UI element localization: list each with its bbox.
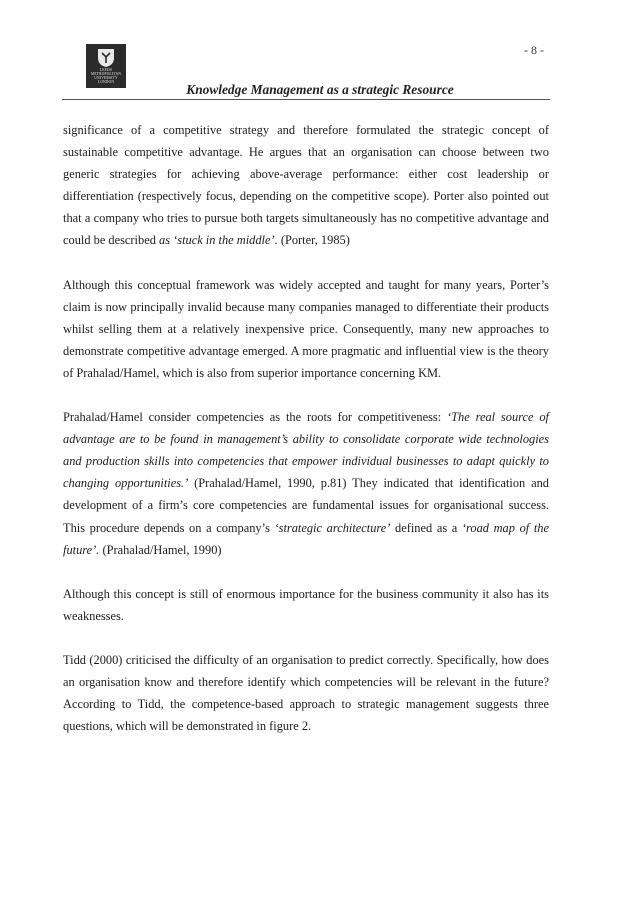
emphasis-quote: ‘strategic architecture’	[274, 520, 391, 535]
paragraph-text: Although this conceptual framework was widely accepted and taught for many years, Porter’s claim is now principally invalid because many companies managed to differentiate their products whilst selling them at a relatively inexpensive price. Consequently, many new approaches to demonstrate competitive advantage emerged. A more pragmatic and influential view is the theory of Prahalad/Hamel, which is also from superior importance concerning KM.	[63, 277, 549, 380]
paragraph-text: Tidd (2000) criticised the difficulty of an organisation to predict correctly. Specifically, how does an organisation know and therefore identify which competencies will be relevant in the future? According to Tidd, the competence-based approach to strategic management suggests three questions, which will be demonstrated in figure 2.	[63, 652, 549, 734]
logo-line-1: LEEDS METROPOLITAN	[90, 68, 122, 76]
paragraph-porter	[63, 119, 549, 252]
paragraph-text: significance of a competitive strategy and therefore formulated the strategic concept of sustainable competitive advantage. He argues that an organisation can choose between two generic strategies for achieving above-average performance: either cost leadership or differentiation (respectively focus, depending on the competitive scope). Porter also pointed out that a company who tries to pursue both targets simultaneously has no competitive advantage and could be described	[63, 123, 549, 248]
paragraph-framework	[63, 274, 549, 384]
paragraph-prahalad-hamel	[63, 406, 549, 561]
emphasis-quote: ‘road map of the future’.	[63, 520, 549, 557]
emphasis-quote: as ‘stuck in the middle’.	[159, 233, 278, 248]
paragraph-text: (Prahalad/Hamel, 1990, p.81) They indicated that identification and development of a firm’s core competencies are fundamental issues for organisational success. This procedure depends on a company’s	[63, 476, 549, 535]
page-number: - 8 -	[524, 43, 544, 57]
header-rule	[62, 99, 550, 100]
paragraph-text: Prahalad/Hamel consider competencies as the roots for competitiveness:	[63, 410, 448, 425]
block-quote: ‘The real source of advantage are to be found in management’s ability to consolidate corporate wide technologies and production skills into competencies that empower individual businesses to adapt quickly to changing opportunities.’	[63, 410, 549, 491]
paragraph-text: Although this concept is still of enormous importance for the business community it also has its weaknesses.	[63, 586, 549, 623]
body-text	[63, 119, 549, 759]
logo-line-3: LONDON	[97, 80, 115, 84]
citation: (Prahalad/Hamel, 1990)	[99, 542, 222, 557]
paragraph-text: defined as a	[390, 520, 462, 535]
citation: (Porter, 1985)	[277, 233, 350, 248]
paragraph-weaknesses	[63, 583, 549, 627]
crest-icon	[97, 48, 115, 68]
paragraph-tidd	[63, 649, 549, 737]
running-title: Knowledge Management as a strategic Resource	[186, 82, 454, 97]
logo-line-2: UNIVERSITY	[94, 76, 118, 80]
